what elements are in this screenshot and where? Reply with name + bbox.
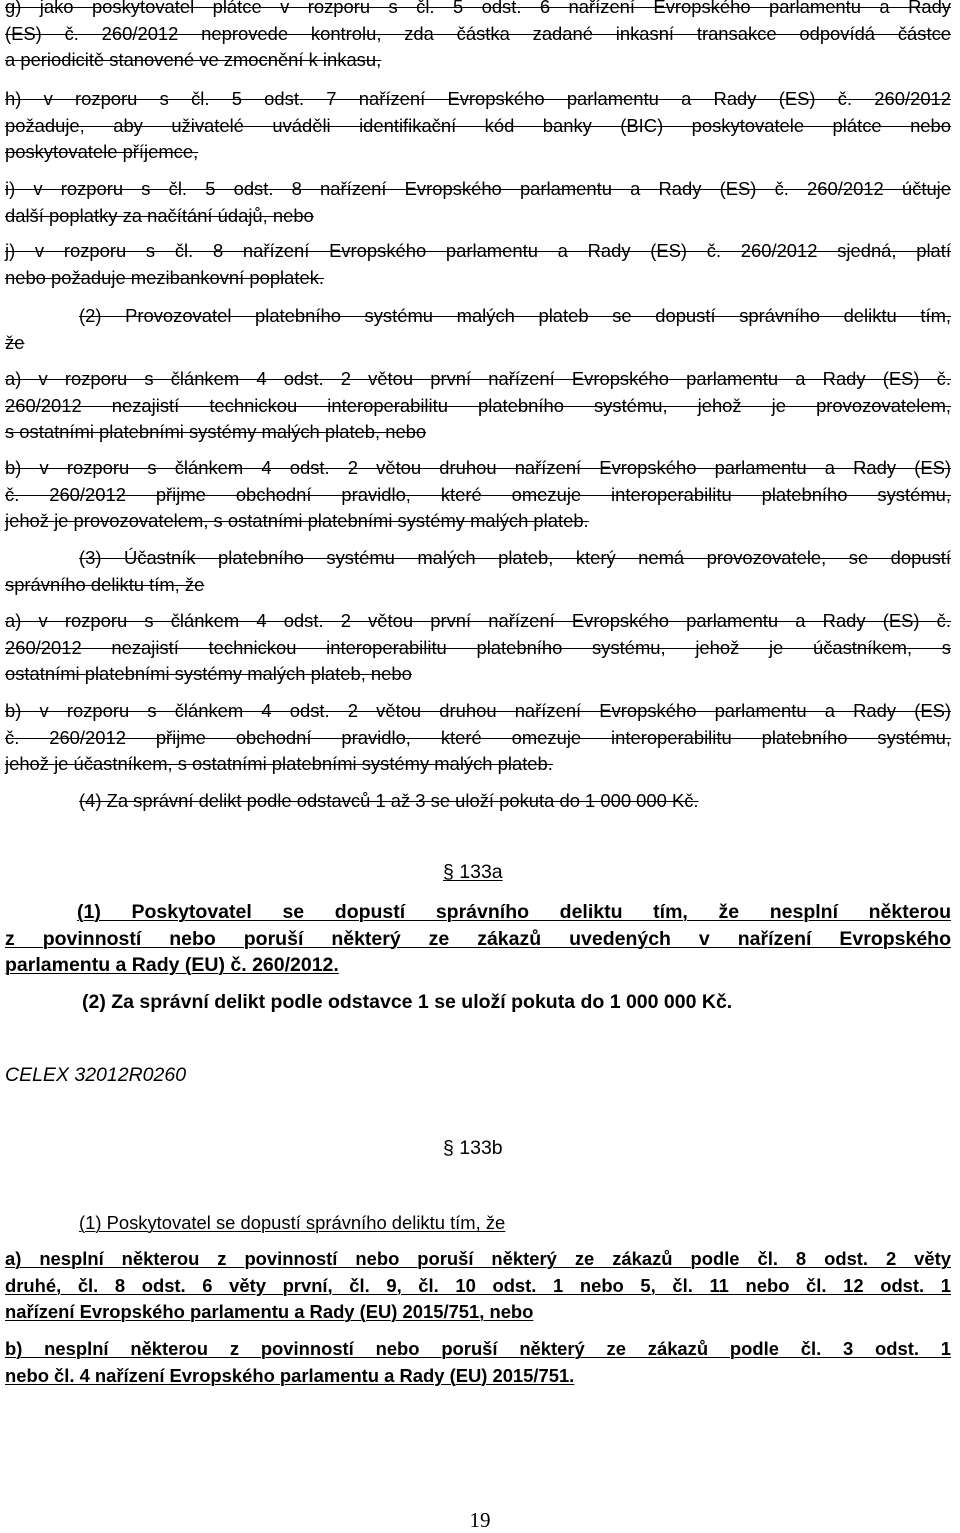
text-line: druhé, čl. 8 odst. 6 věty první, čl. 9, čl. 10 odst. 1 nebo 5, čl. 11 nebo čl. 12 odst. 1 <box>5 1274 951 1296</box>
text-line: další poplatky za načítání údajů, nebo <box>5 204 314 226</box>
section-133a-paragraph-1 <box>5 899 951 979</box>
text-line: že <box>5 331 25 353</box>
text-line: b) nesplní některou z povinností nebo poruší některý ze zákazů podle čl. 3 odst. 1 <box>5 1338 951 1359</box>
deleted-item-i <box>5 176 951 229</box>
deleted-paragraph-2-intro <box>5 303 951 356</box>
text-line: a periodicitě stanovené ve zmocnění k inkasu, <box>5 49 382 70</box>
text-line: (1) Poskytovatel se dopustí správního deliktu tím, že <box>79 1212 506 1233</box>
text-line: (4) Za správní delikt podle odstavců 1 až 3 se uloží pokuta do 1 000 000 Kč. <box>79 790 699 811</box>
text-line: požaduje, aby uživatelé uváděli identifikační kód banky (BIC) poskytovatele plátce nebo <box>5 114 951 136</box>
text-line: b) v rozporu s článkem 4 odst. 2 větou druhou nařízení Evropského parlamentu a Rady (ES) <box>5 700 951 721</box>
section-133b-item-a <box>5 1246 951 1326</box>
text-line: správního deliktu tím, že <box>5 573 205 595</box>
text-line: nařízení Evropského parlamentu a Rady (EU) 2015/751, nebo <box>5 1301 534 1322</box>
text-line: (1) Poskytovatel se dopustí správního deliktu tím, že nesplní některou <box>77 901 951 923</box>
text-line: a) nesplní některou z povinností nebo poruší některý ze zákazů podle čl. 8 odst. 2 věty <box>5 1248 951 1269</box>
text-line: i) v rozporu s čl. 5 odst. 8 nařízení Evropského parlamentu a Rady (ES) č. 260/2012 účtuje <box>5 178 951 199</box>
section-133b-item-b <box>5 1336 951 1389</box>
text-line: g) jako poskytovatel plátce v rozporu s čl. 5 odst. 6 nařízení Evropského parlamentu a Rady <box>5 0 951 17</box>
text-line: j) v rozporu s čl. 8 nařízení Evropského parlamentu a Rady (ES) č. 260/2012 sjedná, platí <box>5 240 951 261</box>
deleted-item-j <box>5 238 951 291</box>
text-line: s ostatními platebními systémy malých plateb, nebo <box>5 421 427 442</box>
deleted-paragraph-3-b <box>5 698 951 778</box>
text-line: h) v rozporu s čl. 5 odst. 7 nařízení Evropského parlamentu a Rady (ES) č. 260/2012 <box>5 88 951 109</box>
text-line: z povinností nebo poruší některý ze zákazů uvedených v nařízení Evropského <box>5 927 951 950</box>
deleted-item-h <box>5 86 951 166</box>
celex-reference: CELEX 32012R0260 <box>5 1064 187 1086</box>
deleted-paragraph-2-a <box>5 366 951 446</box>
deleted-item-g <box>5 0 951 74</box>
text-line: 260/2012 nezajistí technickou interoperabilitu platebního systému, jehož je provozovatelem, <box>5 394 951 416</box>
section-133b-heading: § 133b <box>443 1137 503 1159</box>
text-line: (2) Za správní delikt podle odstavce 1 se uloží pokuta do 1 000 000 Kč. <box>82 991 733 1013</box>
text-line: ostatními platebními systémy malých plateb, nebo <box>5 663 412 684</box>
text-line: nebo čl. 4 nařízení Evropského parlamentu a Rady (EU) 2015/751. <box>5 1364 575 1386</box>
text-line: nebo požaduje mezibankovní poplatek. <box>5 266 324 288</box>
text-line: č. 260/2012 přijme obchodní pravidlo, které omezuje interoperabilitu platebního systému, <box>5 726 951 748</box>
deleted-paragraph-3-intro <box>5 545 951 598</box>
deleted-paragraph-3-a <box>5 608 951 688</box>
text-line: poskytovatele příjemce, <box>5 141 199 162</box>
text-line: 260/2012 nezajistí technickou interoperabilitu platebního systému, jehož je účastníkem, s <box>5 636 951 658</box>
text-line: (ES) č. 260/2012 neprovede kontrolu, zda částka zadané inkasní transakce odpovídá částce <box>5 22 951 44</box>
section-133a-paragraph-2 <box>5 989 951 1016</box>
text-line: (2) Provozovatel platebního systému malých plateb se dopustí správního deliktu tím, <box>79 305 951 326</box>
page-number: 19 <box>469 1508 491 1532</box>
text-line: (3) Účastník platebního systému malých plateb, který nemá provozovatele, se dopustí <box>79 547 951 568</box>
deleted-paragraph-2-b <box>5 455 951 535</box>
section-133a-heading: § 133a <box>443 861 503 883</box>
section-133b-paragraph-1 <box>5 1210 951 1237</box>
text-line: jehož je provozovatelem, s ostatními platebními systémy malých plateb. <box>5 510 589 531</box>
deleted-paragraph-4 <box>5 788 951 815</box>
text-line: a) v rozporu s článkem 4 odst. 2 větou první nařízení Evropského parlamentu a Rady (ES) č. <box>5 368 951 389</box>
text-line: parlamentu a Rady (EU) č. 260/2012. <box>5 954 339 976</box>
text-line: b) v rozporu s článkem 4 odst. 2 větou druhou nařízení Evropského parlamentu a Rady (ES) <box>5 457 951 478</box>
text-line: a) v rozporu s článkem 4 odst. 2 větou první nařízení Evropského parlamentu a Rady (ES) č. <box>5 610 951 631</box>
text-line: jehož je účastníkem, s ostatními platebními systémy malých plateb. <box>5 753 553 774</box>
text-line: č. 260/2012 přijme obchodní pravidlo, které omezuje interoperabilitu platebního systému, <box>5 483 951 505</box>
